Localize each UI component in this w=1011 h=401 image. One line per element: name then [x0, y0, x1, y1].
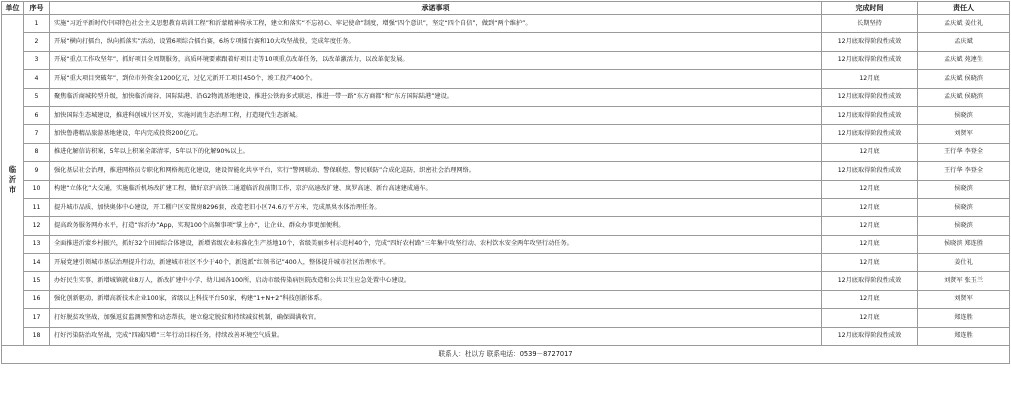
row-completion-time: 12月底	[822, 217, 918, 235]
row-number: 8	[24, 143, 50, 161]
row-task: 全面推进沂蒙乡村振兴，抓好32个田园综合体建设，新增省级农业标准化生产基地10个，省级美丽乡村示范村40个，完成“四好农村路”三年集中攻坚行动、农村饮水安全两年攻坚行动任务。	[50, 235, 822, 253]
table-row	[2, 143, 1010, 161]
table-row	[2, 15, 1010, 33]
row-completion-time: 12月底取得阶段性成效	[822, 272, 918, 290]
row-responsible-person: 侯晓滨	[918, 180, 1010, 198]
row-completion-time: 12月底取得阶段性成效	[822, 51, 918, 69]
row-number: 14	[24, 254, 50, 272]
row-task: 提高政务服务网办水平，打造“容沂办”App，实现100个高频事项“掌上办”，让企业、群众办事更加便利。	[50, 217, 822, 235]
table-row	[2, 272, 1010, 290]
commitment-table	[1, 1, 1010, 364]
row-responsible-person: 刘贤军	[918, 290, 1010, 308]
row-responsible-person: 侯晓滨	[918, 198, 1010, 216]
row-number: 18	[24, 327, 50, 345]
row-responsible-person: 孟庆斌	[918, 33, 1010, 51]
row-number: 2	[24, 33, 50, 51]
row-number: 1	[24, 15, 50, 33]
row-number: 11	[24, 198, 50, 216]
table-row	[2, 180, 1010, 198]
table-row	[2, 106, 1010, 124]
row-completion-time: 12月底	[822, 70, 918, 88]
row-completion-time: 12月底	[822, 290, 918, 308]
table-row	[2, 309, 1010, 327]
row-completion-time: 12月底	[822, 143, 918, 161]
row-responsible-person: 刘贤军 张玉兰	[918, 272, 1010, 290]
row-responsible-person: 郑连胜	[918, 309, 1010, 327]
row-number: 17	[24, 309, 50, 327]
header-task: 承诺事项	[50, 2, 822, 15]
row-task: 加快鲁港精品旅游基地建设，年内完成投资200亿元。	[50, 125, 822, 143]
row-task: 加快国际生态城建设，推进科创城片区开发，实施河流生态治理工程，打造现代生态新城。	[50, 106, 822, 124]
table-row	[2, 33, 1010, 51]
unit-char: 市	[8, 185, 17, 195]
row-responsible-person: 孟庆斌 苑連生	[918, 51, 1010, 69]
row-task: 聚焦临沂商城转型升级，加快临沂商谷、国际陆港、沿G2物流基地建设，推进公铁海多式联运，推进一带一路“东方商都”和“东方国际陆港”建设。	[50, 88, 822, 106]
row-number: 13	[24, 235, 50, 253]
table-row	[2, 162, 1010, 180]
row-number: 6	[24, 106, 50, 124]
row-responsible-person: 姜仕礼	[918, 254, 1010, 272]
row-completion-time: 12月底取得阶段性成效	[822, 88, 918, 106]
table-row	[2, 254, 1010, 272]
table-row	[2, 235, 1010, 253]
row-task: 实施“习近平新时代中国特色社会主义思想教育培训工程”和沂蒙精神传承工程，建立和落实“不忘初心、牢记使命”制度，增强“四个意识”，坚定“四个自信”，做到“两个维护”。	[50, 15, 822, 33]
row-task: 构建“立体化”大交通，实施临沂机场改扩建工程，做好京沪高铁二通道临沂段前期工作，京沪高速改扩建、岚罗高速、新台高速建成通车。	[50, 180, 822, 198]
contact-row	[2, 346, 1010, 364]
row-number: 16	[24, 290, 50, 308]
table-row	[2, 51, 1010, 69]
row-task: 打好脱贫攻坚战，加强返贫监测预警和动态帮扶，建立稳定脱贫和持续减贫机制，确保圆满收官。	[50, 309, 822, 327]
row-task: 打好污染防治攻坚战，完成“四减四增”三年行动目标任务，持续改善环境空气质量。	[50, 327, 822, 345]
row-task: 开展“重点工作攻坚年”，抓好项目全周期服务，高质环境要素跟着好项目走等10项重点改革任务，以改革激活力，以改革促发展。	[50, 51, 822, 69]
row-completion-time: 长期坚持	[822, 15, 918, 33]
row-task: 强化创新驱动，新增高新技术企业100家，省级以上科技平台50家，构建“1+N+2”科技创新体系。	[50, 290, 822, 308]
contact-info: 联系人：杜以方 联系电话：0539－8727017	[2, 346, 1010, 364]
row-number: 5	[24, 88, 50, 106]
row-completion-time: 12月底取得阶段性成效	[822, 33, 918, 51]
header-number: 序号	[24, 2, 50, 15]
row-number: 10	[24, 180, 50, 198]
row-completion-time: 12月底	[822, 254, 918, 272]
table-row	[2, 327, 1010, 345]
table-body	[2, 15, 1010, 346]
table-row	[2, 290, 1010, 308]
row-responsible-person: 侯晓滨	[918, 106, 1010, 124]
row-responsible-person: 侯晓滨	[918, 217, 1010, 235]
row-responsible-person: 孟庆斌 姜仕礼	[918, 15, 1010, 33]
row-completion-time: 12月底取得阶段性成效	[822, 125, 918, 143]
row-responsible-person: 刘贤军	[918, 125, 1010, 143]
row-number: 3	[24, 51, 50, 69]
table-row	[2, 70, 1010, 88]
table-row	[2, 88, 1010, 106]
row-completion-time: 12月底	[822, 309, 918, 327]
row-task: 办好民生实事，新增城镇就业8万人，新改扩建中小学、幼儿园各100所，启动市级传染病医院改造和公共卫生应急处置中心建设。	[50, 272, 822, 290]
unit-cell	[2, 15, 24, 346]
row-number: 9	[24, 162, 50, 180]
header-completion-time: 完成时间	[822, 2, 918, 15]
row-completion-time: 12月底	[822, 180, 918, 198]
row-number: 12	[24, 217, 50, 235]
row-responsible-person: 侯晓滨 郑连胜	[918, 235, 1010, 253]
row-completion-time: 12月底取得阶段性成效	[822, 327, 918, 345]
row-task: 推进化解信访积案，5年以上积案全部清零，5年以下的化解90%以上。	[50, 143, 822, 161]
row-responsible-person: 孟庆斌 侯晓滨	[918, 70, 1010, 88]
unit-char: 沂	[8, 175, 17, 185]
table-row	[2, 217, 1010, 235]
header-unit: 单位	[2, 2, 24, 15]
header-responsible-person: 责任人	[918, 2, 1010, 15]
row-task: 开展“横向打擂台，纵向抓落实”活动，设置6项综合擂台赛，6场专项擂台赛和10大攻坚战役，完成年度任务。	[50, 33, 822, 51]
row-task: 强化基层社会治理，推进网格员专职化和网格规范化建设，建设智能化共享平台，实行“警网联动、警保联控、警民联防”合成化巡防，织密社会治理网络。	[50, 162, 822, 180]
row-task: 开展党建引领城市基层治理提升行动，新建城市社区不少于40个，新选派“红领书记”400人，整体提升城市社区治理水平。	[50, 254, 822, 272]
row-completion-time: 12月底取得阶段性成效	[822, 162, 918, 180]
row-completion-time: 12月底	[822, 198, 918, 216]
row-task: 开展“重大项目突破年”，到位市外资金1200亿元，过亿元新开工项目450个，竣工投产400个。	[50, 70, 822, 88]
unit-char: 临	[8, 165, 17, 175]
row-task: 提升城市品质，加快奥体中心建设，开工棚户区安置房8296套，改造老旧小区74.6万平方米，完成黑臭水体治理任务。	[50, 198, 822, 216]
row-number: 4	[24, 70, 50, 88]
row-responsible-person: 孟庆斌 侯晓滨	[918, 88, 1010, 106]
row-responsible-person: 郑连胜	[918, 327, 1010, 345]
table-row	[2, 125, 1010, 143]
table-row	[2, 198, 1010, 216]
table-header-row	[2, 2, 1010, 15]
row-number: 7	[24, 125, 50, 143]
row-number: 15	[24, 272, 50, 290]
row-responsible-person: 王行华 李登全	[918, 162, 1010, 180]
row-completion-time: 12月底取得阶段性成效	[822, 106, 918, 124]
row-responsible-person: 王行华 李登全	[918, 143, 1010, 161]
row-completion-time: 12月底	[822, 235, 918, 253]
